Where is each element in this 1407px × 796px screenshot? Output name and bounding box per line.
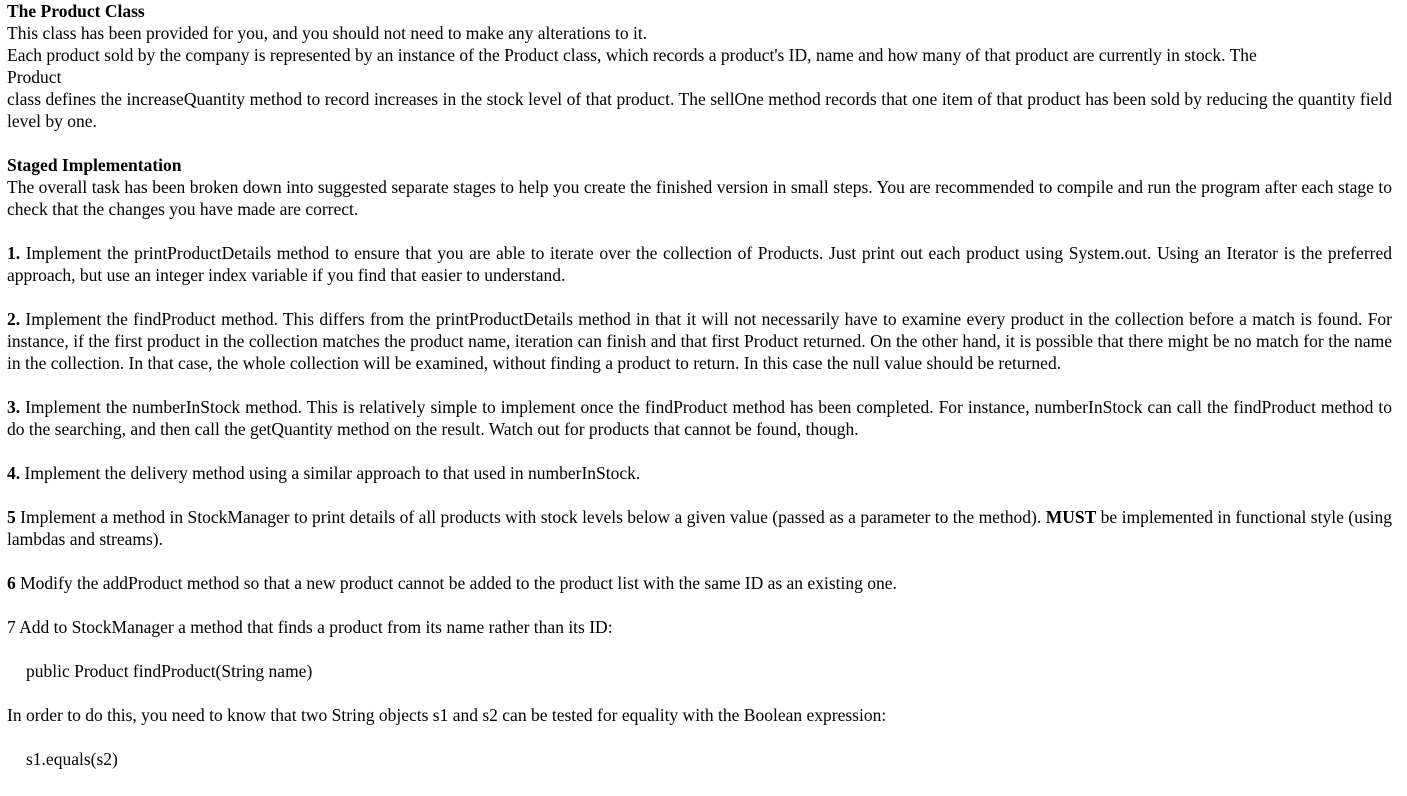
step-4 [7,462,1392,484]
method-signature: public Product findProduct(String name) [26,661,313,681]
step-text: Implement the delivery method using a similar approach to that used in numberInStock. [20,463,641,483]
step-number: 6 [7,573,16,593]
product-class-desc-line2: Product [7,67,62,87]
step-text: Add to StockManager a method that finds a product from its name rather than its ID: [15,617,613,637]
step-text: Modify the addProduct method so that a new product cannot be added to the product list with the same ID as an existing one. [15,573,897,593]
step-number: 7 [7,617,16,637]
staged-implementation-heading: Staged Implementation [7,155,182,175]
step-6 [7,572,1392,594]
step-7 [7,616,1392,638]
step-text-continued: be implemented in functional style (using lambdas and streams). [7,507,1392,549]
step-number: 5 [7,507,16,527]
product-class-intro: This class has been provided for you, and you should not need to make any alterations to it. [7,23,648,43]
step-text: Implement the numberInStock method. This is relatively simple to implement once the findProduct method has been completed. For instance, numberInStock can call the findProduct method to do the searching, and then call the getQuantity method on the result. Watch out for products that cannot be found, though. [7,397,1392,439]
step-1 [7,242,1392,286]
equality-note: In order to do this, you need to know that two String objects s1 and s2 can be tested for equality with the Boolean expression: [7,705,887,725]
staged-intro: The overall task has been broken down into suggested separate stages to help you create the finished version in small steps. You are recommended to compile and run the program after each stage to check that the changes you have made are correct. [7,177,1392,219]
step-number: 3. [7,397,21,417]
product-class-desc-line3: class defines the increaseQuantity method to record increases in the stock level of that product. The sellOne method records that one item of that product has been sold by reducing the quantity field level by one. [7,89,1392,131]
step-number: 4. [7,463,21,483]
product-class-desc-line1: Each product sold by the company is represented by an instance of the Product class, which records a product's ID, name and how many of that product are currently in stock. The [7,45,1257,65]
equality-expression: s1.equals(s2) [26,749,118,769]
step-3 [7,396,1392,440]
step-number: 1. [7,243,21,263]
step-2 [7,308,1392,374]
step-text: Implement a method in StockManager to print details of all products with stock levels below a given value (passed as a parameter to the method). [15,507,1046,527]
step-5 [7,506,1392,550]
step-text: Implement the printProductDetails method to ensure that you are able to iterate over the collection of Products. Just print out each product using System.out. Using an Iterator is the preferred approach, but use an integer index variable if you find that easier to understand. [7,243,1392,285]
step-number: 2. [7,309,21,329]
step-text: Implement the findProduct method. This differs from the printProductDetails method in that it will not necessarily have to examine every product in the collection before a match is found. For instance, if the first product in the collection matches the product name, iteration can finish and that first Product returned. On the other hand, it is possible that there might be no match for the name in the collection. In that case, the whole collection will be examined, without finding a product to return. In this case the null value should be returned. [7,309,1392,373]
product-class-heading: The Product Class [7,1,145,21]
must-emphasis: MUST [1045,507,1097,527]
